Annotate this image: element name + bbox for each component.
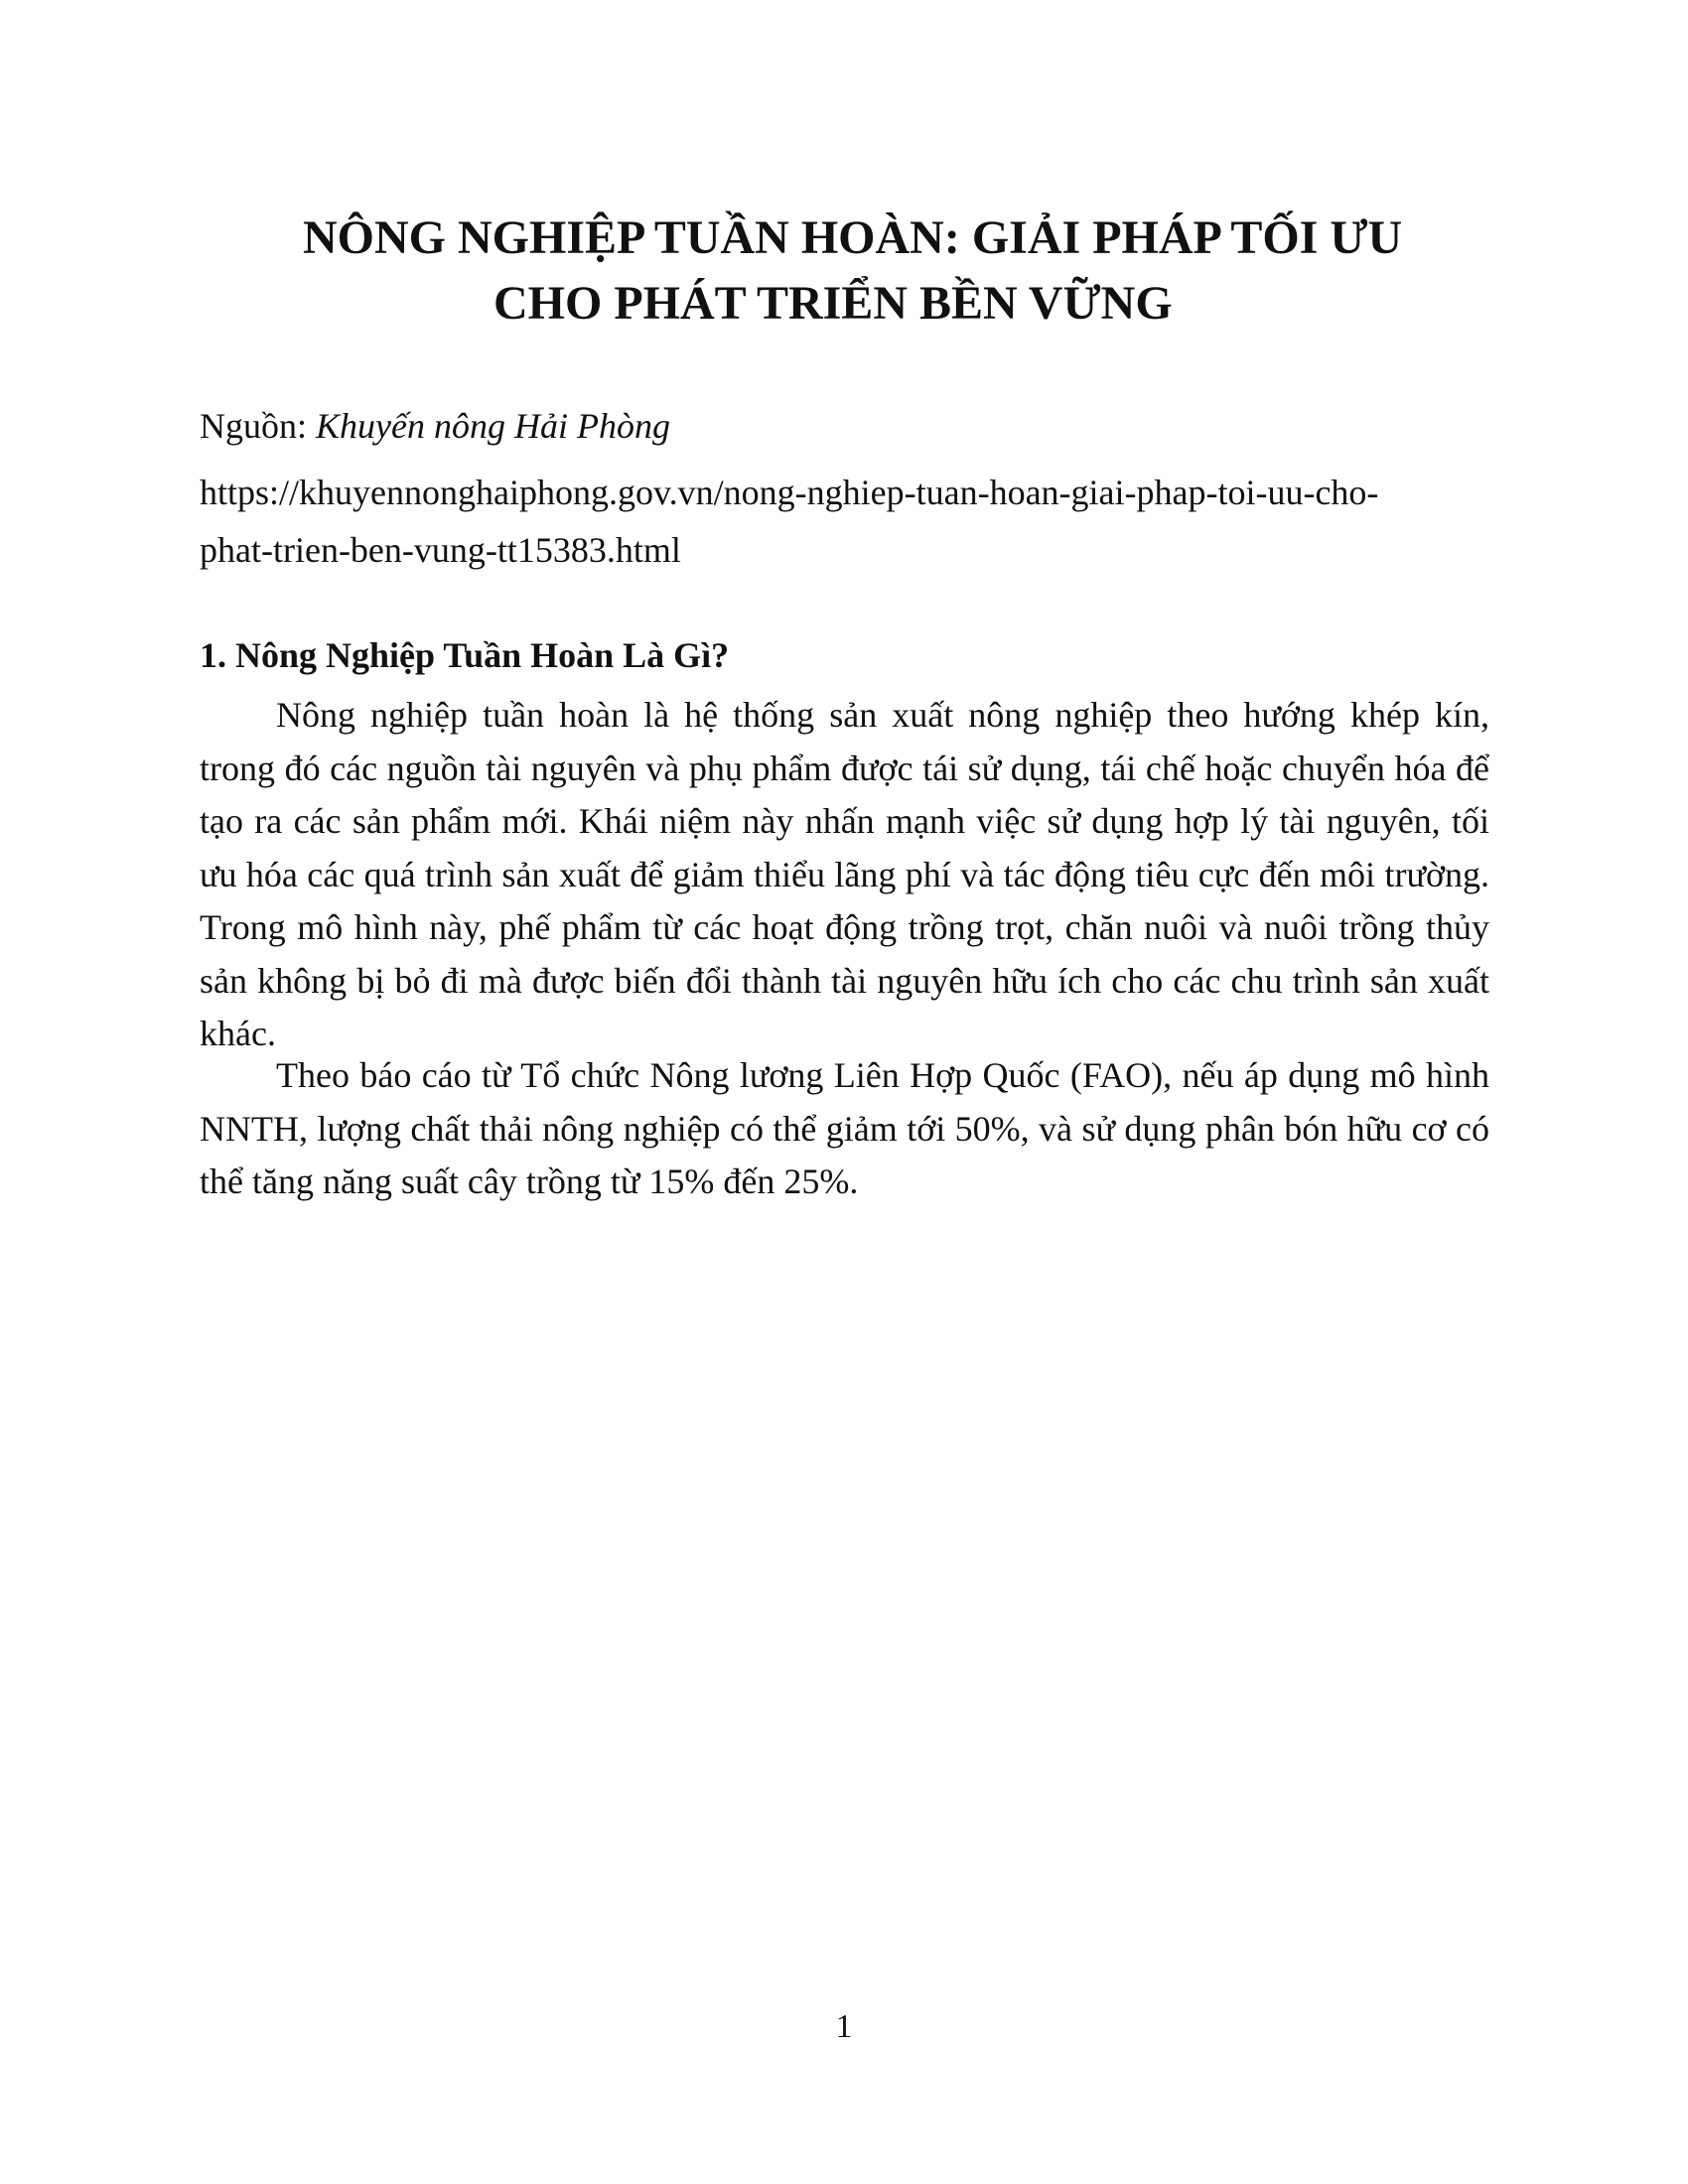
- source-line: [200, 402, 670, 450]
- section-heading: 1. Nông Nghiệp Tuần Hoàn Là Gì?: [200, 635, 730, 675]
- source-name: Khuyến nông Hải Phòng: [316, 406, 670, 446]
- source-url: [200, 464, 1490, 579]
- paragraph-2: Theo báo cáo từ Tổ chức Nông lương Liên Hợp Quốc (FAO), nếu áp dụng mô hình NNTH, lượng chất thải nông nghiệp có thể giảm tới 50%, và sử dụng phân bón hữu cơ có thể tăng năng suất cây trồng từ 15% đến 25%.: [200, 1055, 1489, 1201]
- source-label: Nguồn:: [200, 406, 316, 446]
- document-title-line-1: NÔNG NGHIỆP TUẦN HOÀN: GIẢI PHÁP TỐI ƯU: [303, 211, 1403, 264]
- source-url-line-2: phat-trien-ben-vung-tt15383.html: [200, 530, 681, 570]
- document-title-line-2: CHO PHÁT TRIỂN BỀN VỮNG: [493, 277, 1173, 330]
- paragraph-1: Nông nghiệp tuần hoàn là hệ thống sản xuất nông nghiệp theo hướng khép kín, trong đó các nguồn tài nguyên và phụ phẩm được tái sử dụng, tái chế hoặc chuyển hóa để tạo ra các sản phẩm mới. Khái niệm này nhấn mạnh việc sử dụng hợp lý tài nguyên, tối ưu hóa các quá trình sản xuất để giảm thiểu lãng phí và tác động tiêu cực đến môi trường. Trong mô hình này, phế phẩm từ các hoạt động trồng trọt, chăn nuôi và nuôi trồng thủy sản không bị bỏ đi mà được biến đổi thành tài nguyên hữu ích cho các chu trình sản xuất khác.: [200, 695, 1489, 1053]
- source-url-line-1: https://khuyennonghaiphong.gov.vn/nong-nghiep-tuan-hoan-giai-phap-toi-uu-cho-: [200, 473, 1379, 512]
- page-number: 1: [835, 2008, 853, 2045]
